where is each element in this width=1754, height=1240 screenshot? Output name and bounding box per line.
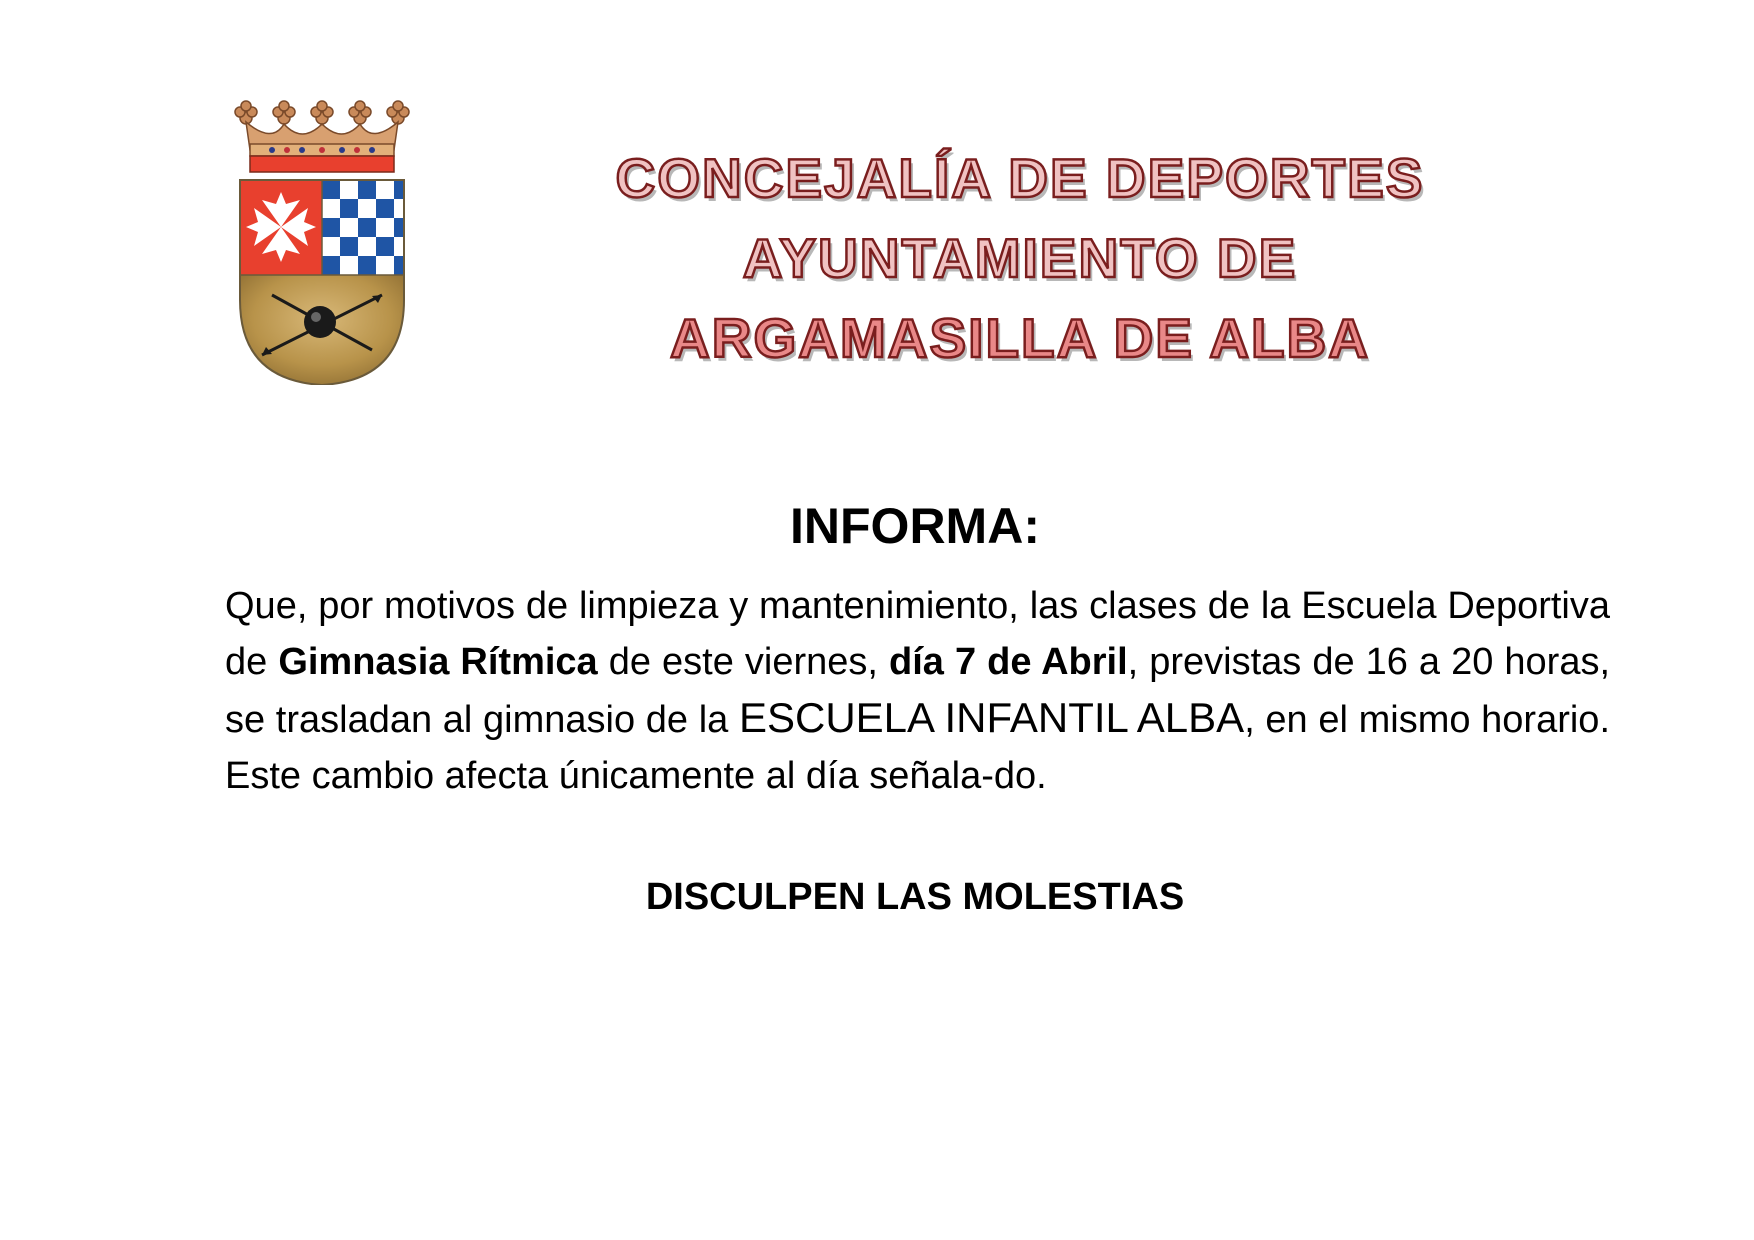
closing-message: DISCULPEN LAS MOLESTIAS: [645, 876, 1185, 918]
notice-text-1: Que, por motivos de limpieza y mantenimiento, las clases de la Escuela Deportiva de: [225, 585, 1610, 683]
header-line-1: CONCEJALÍA DE DEPORTES: [615, 147, 1425, 209]
header-line-3: ARGAMASILLA DE ALBA: [670, 307, 1370, 369]
notice-escuela-infantil: ESCUELA INFANTIL ALBA: [738, 694, 1245, 741]
notice-bold-gimnasia: Gimnasia Rítmica: [278, 641, 598, 683]
informa-heading: INFORMA:: [790, 498, 1040, 554]
notice-text-2: de este viernes,: [597, 641, 889, 683]
notice-text-4: , en el mismo horario. Este cambio afecta únicamente al día señala-do.: [225, 699, 1610, 797]
header-line-2: AYUNTAMIENTO DE: [742, 227, 1298, 289]
notice-text-3: , previstas de 16 a 20 horas, se trasladan al gimnasio de la: [225, 641, 1611, 741]
notice-paragraph: [225, 578, 1610, 804]
notice-bold-date: día 7 de Abril: [889, 641, 1128, 683]
header-title: [430, 138, 1610, 378]
coat-of-arms-icon: [232, 100, 412, 385]
